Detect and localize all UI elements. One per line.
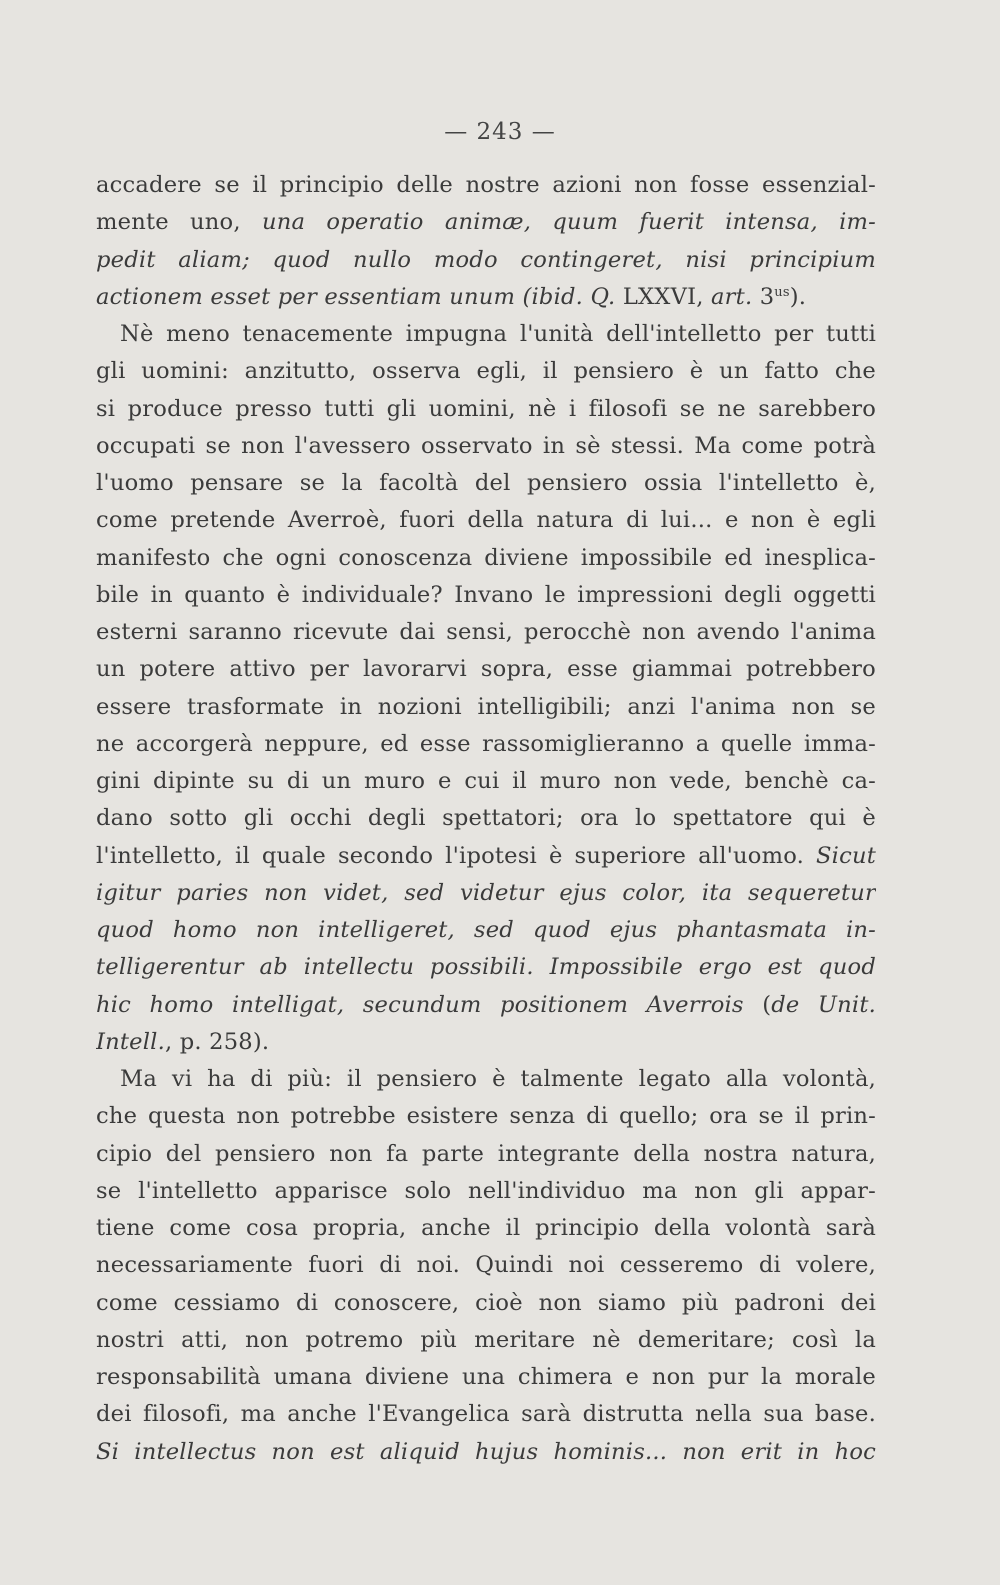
text-line [96, 650, 876, 688]
text-segment: che questa non potrebbe esistere senza di quello; ora se il prin- [96, 1103, 876, 1130]
text-segment: accadere se il principio delle nostre azioni non fosse essenzial- [96, 172, 876, 198]
text-segment: dano sotto gli occhi degli spettatori; ora lo spettatore qui è [96, 805, 876, 832]
text-line [96, 241, 876, 279]
text-line [96, 1172, 876, 1210]
italic-latin-text: pedit aliam; quod nullo modo contingeret, nisi principium [96, 246, 876, 273]
text-segment: , p. 258). [164, 1028, 270, 1055]
text-line [96, 427, 876, 465]
text-line [96, 352, 876, 390]
text-line [96, 501, 876, 539]
text-line [96, 1246, 876, 1284]
text-segment: us [774, 284, 790, 300]
text-segment: occupati se non l'avessero osservato in sè stessi. Ma come potrà [96, 432, 876, 459]
text-line [96, 799, 876, 837]
text-segment: bile in quanto è individuale? Invano le impressioni degli oggetti [96, 581, 876, 608]
text-line [96, 539, 876, 577]
text-segment: esterni saranno ricevute dai sensi, perocchè non avendo l'anima [96, 619, 876, 645]
text-segment: essere trasformate in nozioni intelligibili; anzi l'anima non se [96, 693, 876, 720]
text-segment: Ma vi ha di più: il pensiero è talmente legato alla volontà, [120, 1066, 876, 1092]
text-line [96, 1358, 876, 1396]
italic-latin-text: de Unit. [771, 991, 876, 1018]
italic-latin-text: igitur paries non videt, sed videtur ejus color, ita sequeretur [96, 879, 876, 906]
italic-latin-text: art. [711, 283, 760, 310]
text-segment: responsabilità umana diviene una chimera e non pur la morale [96, 1364, 876, 1390]
text-line [96, 1395, 876, 1433]
text-segment: Nè meno tenacemente impugna l'unità dell'intelletto per tutti [120, 321, 876, 347]
text-line [96, 1097, 876, 1135]
text-line [96, 762, 876, 800]
text-line [96, 1023, 876, 1061]
text-line [96, 1433, 876, 1471]
text-segment: necessariamente fuori di noi. Quindi noi cesseremo di volere, [96, 1252, 876, 1279]
text-segment: ). [789, 283, 807, 310]
text-line [96, 166, 876, 204]
text-segment: l'uomo pensare se la facoltà del pensiero ossia l'intelletto è, [96, 470, 876, 496]
italic-latin-text: quod homo non intelligeret, sed quod ejus phantasmata in- [96, 917, 876, 943]
italic-latin-text: Si intellectus non est aliquid hujus hominis... non erit in hoc [96, 1438, 876, 1465]
italic-latin-text: Intell. [96, 1028, 165, 1055]
text-segment: nostri atti, non potremo più meritare nè demeritare; così la [96, 1326, 876, 1353]
text-line [96, 1209, 876, 1247]
text-line [96, 911, 876, 949]
text-line [96, 576, 876, 614]
text-segment: ne accorgerà neppure, ed esse rassomiglieranno a quelle imma- [96, 730, 876, 757]
text-line [96, 948, 876, 986]
text-line [96, 203, 876, 241]
text-segment: ( [762, 991, 772, 1018]
text-segment: tiene come cosa propria, anche il principio della volontà sarà [96, 1215, 876, 1241]
text-segment: cipio del pensiero non fa parte integrante della nostra natura, [96, 1140, 876, 1167]
italic-latin-text: actionem esset per essentiam unum (ibid. Q. [96, 283, 623, 310]
text-line [96, 464, 876, 502]
text-segment: mente uno, [96, 209, 262, 236]
italic-latin-text: una operatio animæ, quum fuerit intensa, im- [261, 209, 876, 236]
text-line [96, 1321, 876, 1359]
text-segment: gli uomini: anzitutto, osserva egli, il pensiero è un fatto che [96, 358, 876, 385]
text-segment: manifesto che ogni conoscenza diviene impossibile ed inesplica- [96, 544, 876, 571]
text-segment: 3 [759, 283, 775, 310]
text-segment: un potere attivo per lavorarvi sopra, esse giammai potrebbero [96, 656, 876, 683]
text-line [96, 688, 876, 726]
text-segment: LXXVI, [622, 283, 711, 310]
text-line [96, 315, 876, 353]
text-segment: si produce presso tutti gli uomini, nè i filosofi se ne sarebbero [96, 395, 876, 422]
italic-latin-text: telligerentur ab intellectu possibili. Impossibile ergo est quod [96, 954, 876, 981]
text-line [96, 837, 876, 875]
text-segment: gini dipinte su di un muro e cui il muro non vede, benchè ca- [96, 768, 876, 794]
italic-latin-text: Sicut [816, 842, 876, 869]
text-line [96, 725, 876, 763]
text-segment: come cessiamo di conoscere, cioè non siamo più padroni dei [96, 1289, 876, 1316]
text-line [96, 390, 876, 428]
text-line [96, 874, 876, 912]
text-segment: se l'intelletto apparisce solo nell'individuo ma non gli appar- [96, 1177, 876, 1204]
text-line [96, 1284, 876, 1322]
text-line [96, 278, 876, 316]
text-line [96, 1135, 876, 1173]
text-segment: dei filosofi, ma anche l'Evangelica sarà distrutta nella sua base. [96, 1401, 876, 1428]
text-segment: come pretende Averroè, fuori della natura di lui... e non è egli [96, 507, 876, 534]
italic-latin-text: hic homo intelligat, secundum positionem Averrois [96, 991, 763, 1018]
text-line [96, 613, 876, 651]
text-line [96, 1060, 876, 1098]
page-number: — 243 — [444, 119, 556, 145]
text-segment: l'intelletto, il quale secondo l'ipotesi è superiore all'uomo. [96, 842, 816, 869]
text-line [96, 986, 876, 1024]
